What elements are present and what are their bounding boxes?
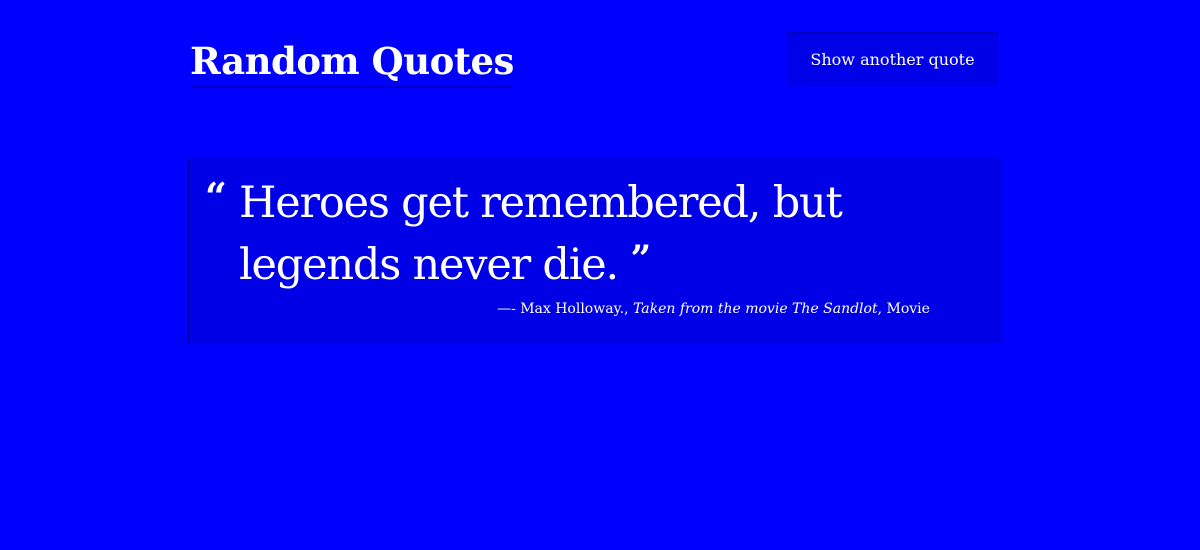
attribution-dash: —- [497, 301, 516, 317]
quote-body: Heroes get remembered, but legends never die. [239, 178, 842, 290]
close-quote-icon: ” [630, 238, 652, 280]
site-title[interactable]: Random Quotes [190, 36, 514, 88]
open-quote-icon: “ [205, 174, 227, 219]
attribution-separator-2: , [877, 301, 883, 317]
quote-author: Max Holloway. [520, 301, 625, 317]
attribution-separator-1: , [624, 301, 629, 317]
quote-card [187, 157, 1001, 343]
quote-attribution [497, 299, 930, 319]
quote-text [239, 175, 919, 293]
header [190, 32, 998, 92]
quote-category: Movie [886, 301, 930, 317]
show-another-quote-button[interactable]: Show another quote [787, 32, 998, 86]
quote-source: Taken from the movie The Sandlot [632, 301, 878, 317]
